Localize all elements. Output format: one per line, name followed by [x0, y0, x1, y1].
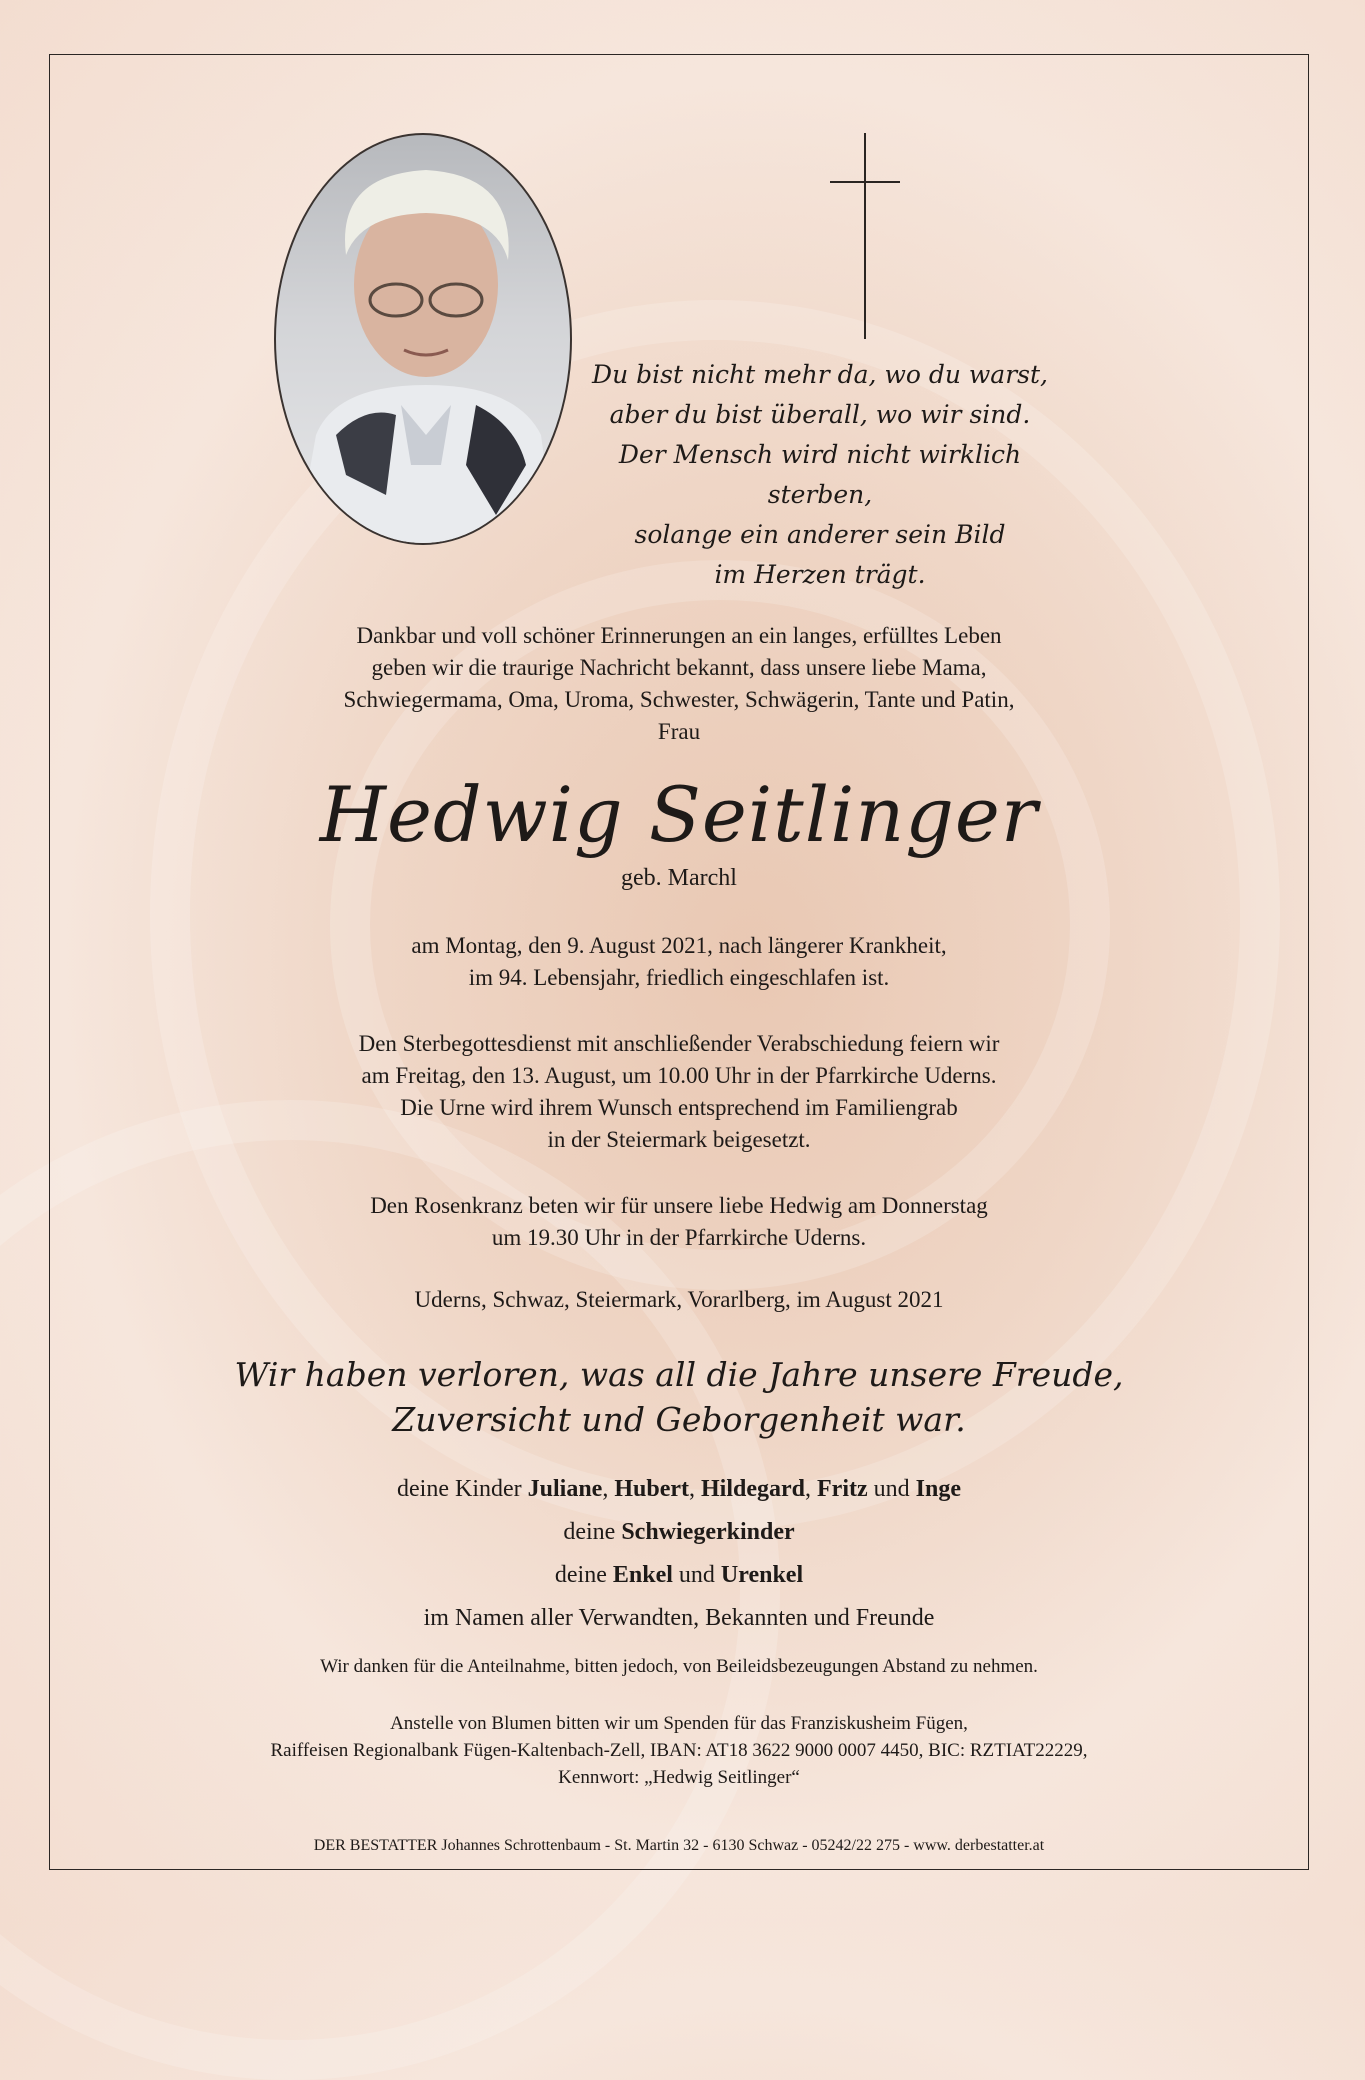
funeral-service-text — [49, 1028, 1309, 1156]
thanks-note: Wir danken für die Anteilnahme, bitten jedoch, von Beileidsbezeugungen Abstand zu nehmen. — [320, 1656, 1038, 1677]
great-grandchildren-label: Urenkel — [720, 1562, 804, 1588]
inlaws-line — [49, 1511, 1309, 1554]
intro-line: geben wir die traurige Nachricht bekannt, dass unsere liebe Mama, — [371, 655, 987, 680]
mourners-list — [49, 1468, 1309, 1640]
poem-line: Du bist nicht mehr da, wo du warst, — [592, 360, 1048, 389]
rosary-line: um 19.30 Uhr in der Pfarrkirche Uderns. — [491, 1225, 867, 1250]
poem — [570, 355, 1070, 595]
poem-line: solange ein anderer sein Bild — [634, 520, 1006, 549]
intro-text — [49, 620, 1309, 748]
portrait-photo — [274, 133, 572, 545]
separator: und — [867, 1476, 916, 1502]
date-line: am Montag, den 9. August 2021, nach längerer Krankheit, — [411, 933, 947, 958]
child-name: Inge — [915, 1476, 961, 1502]
poem-line: aber du bist überall, wo wir sind. — [609, 400, 1031, 429]
closing-quote — [49, 1352, 1309, 1442]
child-name: Fritz — [817, 1476, 868, 1502]
child-name: Hubert — [614, 1476, 689, 1502]
birth-name: geb. Marchl — [621, 865, 737, 891]
children-line — [49, 1468, 1309, 1511]
inlaws-prefix: deine — [563, 1519, 616, 1545]
donation-line: Anstelle von Blumen bitten wir um Spenden für das Franziskusheim Fügen, — [390, 1713, 968, 1734]
undertaker-footer: DER BESTATTER Johannes Schrottenbaum - St. Martin 32 - 6130 Schwaz - 05242/22 275 - www. derbestatter.at — [313, 1837, 1045, 1854]
intro-line: Frau — [657, 719, 701, 744]
intro-line: Dankbar und voll schöner Erinnerungen an ein langes, erfülltes Leben — [356, 623, 1002, 648]
donation-line: Raiffeisen Regionalbank Fügen-Kaltenbach-Zell, IBAN: AT18 3622 9000 0007 4450, BIC: RZTIAT22229, — [270, 1740, 1088, 1761]
relatives-line: im Namen aller Verwandten, Bekannten und Freunde — [423, 1605, 935, 1631]
rosary-line: Den Rosenkranz beten wir für unsere liebe Hedwig am Donnerstag — [370, 1193, 988, 1218]
separator: , — [805, 1476, 818, 1502]
grand-prefix: deine — [554, 1562, 607, 1588]
donation-note — [49, 1710, 1309, 1791]
inlaws-label: Schwiegerkinder — [621, 1519, 795, 1545]
poem-line: im Herzen trägt. — [714, 560, 926, 589]
cross-icon — [864, 133, 866, 339]
date-line: im 94. Lebensjahr, friedlich eingeschlafen ist. — [468, 965, 890, 990]
separator: und — [672, 1562, 721, 1588]
death-date-text — [49, 930, 1309, 994]
service-line: Die Urne wird ihrem Wunsch entsprechend im Familiengrab — [400, 1095, 958, 1120]
quote-line: Zuversicht und Geborgenheit war. — [392, 1400, 966, 1439]
deceased-name: Hedwig Seitlinger — [319, 770, 1039, 859]
grandchildren-label: Enkel — [612, 1562, 673, 1588]
cross-icon-bar — [830, 181, 900, 183]
place-date: Uderns, Schwaz, Steiermark, Vorarlberg, im August 2021 — [414, 1287, 944, 1312]
grandchildren-line — [49, 1554, 1309, 1597]
separator: , — [602, 1476, 615, 1502]
service-line: in der Steiermark beigesetzt. — [547, 1127, 811, 1152]
service-line: Den Sterbegottesdienst mit anschließender Verabschiedung feiern wir — [358, 1031, 1000, 1056]
quote-line: Wir haben verloren, was all die Jahre unsere Freude, — [234, 1355, 1124, 1394]
separator: , — [689, 1476, 701, 1502]
service-line: am Freitag, den 13. August, um 10.00 Uhr in der Pfarrkirche Uderns. — [361, 1063, 997, 1088]
child-name: Juliane — [527, 1476, 603, 1502]
children-prefix: deine Kinder — [397, 1476, 522, 1502]
rosary-text — [49, 1190, 1309, 1254]
donation-line: Kennwort: „Hedwig Seitlinger“ — [558, 1767, 800, 1788]
intro-line: Schwiegermama, Oma, Uroma, Schwester, Schwägerin, Tante und Patin, — [343, 687, 1015, 712]
child-name: Hildegard — [701, 1476, 806, 1502]
poem-line: Der Mensch wird nicht wirklich sterben, — [618, 440, 1022, 509]
